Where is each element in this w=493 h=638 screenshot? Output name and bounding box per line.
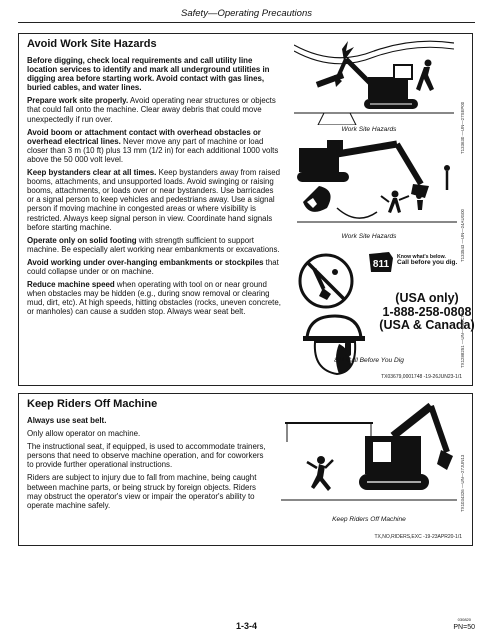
811-tagline-line1: Know what's below.	[397, 254, 446, 260]
section-footer-id: TX03679,0001748 -19-26JUN23-1/1	[381, 374, 462, 380]
page-number: 1-3-4	[235, 621, 257, 631]
pn-number: PN=50	[453, 624, 475, 631]
phone-region-usa: (USA only)	[395, 291, 459, 305]
figure-caption: Work Site Hazards	[341, 126, 397, 133]
para-lead: Operate only on solid footing	[27, 235, 137, 245]
paragraph-speed	[27, 280, 282, 316]
rider-falling-illustration	[281, 402, 457, 520]
para-lead: Reduce machine speed	[27, 280, 115, 290]
para-body: when operating with tool on or near ground when obstacles may be hidden (e.g., during snow removal or clearing mud, dirt, etc). At high speeds, hitting obstacles (rocks, uneven concrete, or manholes) can cause a sudden stop. Always wear seat belt.	[27, 280, 281, 317]
para-body: Avoid operating near structures or objects that could fall onto the machine. Clear away debris that could move unexpectedly if run over.	[27, 96, 276, 124]
figure-caption: 811 Call Before You Dig	[334, 357, 404, 364]
paragraph-overhead	[27, 128, 282, 164]
para-lead: Keep bystanders clear at all times.	[27, 168, 157, 178]
paragraph-embankments	[27, 258, 282, 276]
paragraph-utilities: Before digging, check local requirements and call utility line location services to identify and mark all underground utilities in digging area before starting work. Avoid contact with gas lines, buried cables, and water lines.	[27, 56, 270, 93]
para-lead: Avoid working under over-hanging embankments or stockpiles	[27, 257, 264, 267]
figure-id: TX1034326 —UN—27JUN13	[460, 454, 465, 512]
phone-region-both: (USA & Canada)	[379, 318, 475, 332]
section-keep-riders-off	[18, 393, 473, 546]
para-body: Keep bystanders away from raised booms, attachments, and unsupported loads. Avoid swinging or raising booms, attachments, or loads over or near bystanders. Use barricades or a signal person to keep vehicles and pedestrians away. Use a signal person if moving machine in congested areas or where visibility is restricted. Always keep signal person in view. Coordinate hand signals before starting machine.	[27, 168, 281, 232]
figure-caption: Keep Riders Off Machine	[332, 516, 406, 523]
paragraph-prepare	[27, 96, 282, 123]
figure-id: T133630 —UN—27SEP00	[460, 101, 465, 154]
paragraph-instructional-seat: The instructional seat, if equipped, is used to accommodate trainers, persons that need to observe machine operation, and for coworkers to provide further operational instructions.	[27, 442, 266, 470]
section-text	[27, 38, 282, 320]
figure-id: T133543 —UN—24AUG00	[460, 209, 465, 262]
phone-contact	[365, 292, 489, 333]
para-body: that could collapse under or on machine.	[27, 257, 279, 276]
section-title: Keep Riders Off Machine	[27, 398, 158, 410]
figure-id: TX1288251 —UN—05OCT19	[460, 309, 465, 368]
811-tagline	[397, 254, 457, 266]
para-lead: Avoid boom or attachment contact with overhead obstacles or overhead electrical lines.	[27, 127, 261, 146]
phone-number: 1-888-258-0808	[382, 304, 472, 319]
section-text	[27, 398, 272, 514]
worker-phone-illustration	[301, 312, 367, 378]
print-code: 030820	[457, 617, 471, 622]
para-lead: Prepare work site properly.	[27, 96, 129, 106]
para-body: Never move any part of machine or load closer than 3 m (10 ft) plus 13 mm (1/2 in) for each additional 1000 volts above the 50 000 volt level.	[27, 136, 279, 164]
811-label: 811	[372, 259, 390, 270]
section-footer-id: TX,NO,RIDERS,EXC -19-23APR20-1/1	[374, 534, 462, 540]
excavator-power-line-illustration	[294, 37, 454, 125]
paragraph-bystanders	[27, 168, 282, 232]
para-body: with strength sufficient to support machine. Be especially alert working near embankments or excavations.	[27, 235, 280, 254]
section-title: Avoid Work Site Hazards	[27, 38, 157, 50]
page-header: Safety—Operating Precautions	[18, 8, 475, 23]
811-tagline-line2: Call before you dig.	[397, 259, 458, 266]
excavator-bystanders-illustration	[297, 138, 457, 232]
paragraph-footing	[27, 236, 282, 254]
paragraph-operator-only: Only allow operator on machine.	[27, 429, 141, 439]
paragraph-riders-injury: Riders are subject to injury due to fall from machine, being caught between machine parts, or being struck by foreign objects. Riders may obstruct the operator's view or impair the operator's ability to operate machine safely.	[27, 473, 257, 510]
no-digging-sign	[297, 252, 355, 310]
811-logo	[367, 250, 395, 274]
section-work-site-hazards	[18, 33, 473, 386]
paragraph-seat-belt: Always use seat belt.	[27, 416, 107, 425]
figure-caption: Work Site Hazards	[341, 233, 397, 240]
